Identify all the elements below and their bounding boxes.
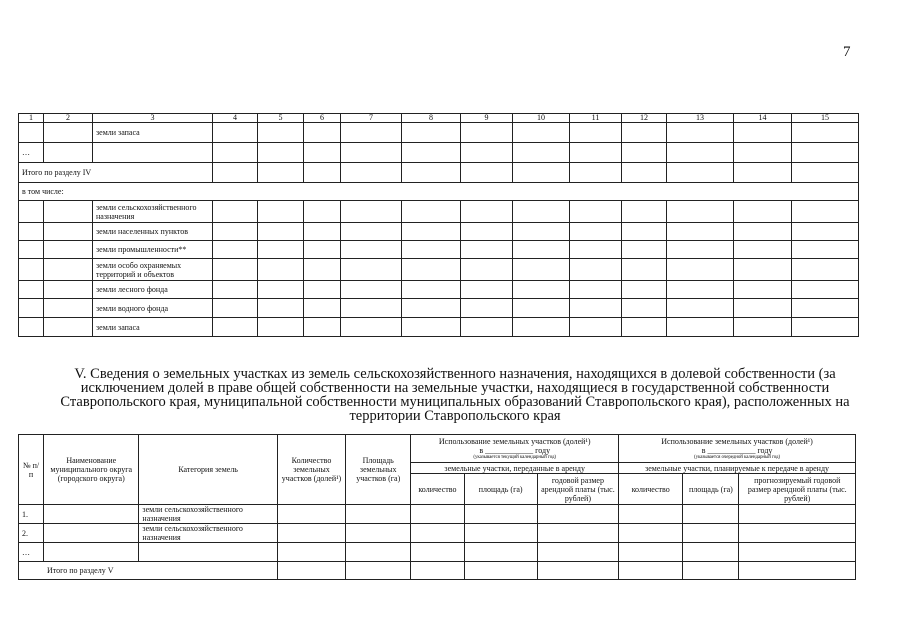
column-number: 7 [341, 114, 402, 123]
category-cell: земли запаса [93, 318, 213, 337]
col-header-forecast-rent: прогнозируемый годовой размер арендной платы (тыс. рублей) [739, 474, 856, 505]
usage-current-title: Использование земельных участков (долей¹) [438, 436, 591, 446]
col-header-area-ha2: площадь (га) [683, 474, 739, 505]
category-cell [139, 543, 277, 562]
col-header-category: Категория земель [139, 435, 277, 505]
including-label: в том числе: [19, 183, 859, 201]
total-row [19, 163, 859, 183]
category-cell: земли сельскохозяйственного назначения [139, 505, 277, 524]
category-cell: земли особо охраняемых территорий и объектов [93, 259, 213, 281]
column-number: 15 [792, 114, 859, 123]
column-number: 10 [513, 114, 570, 123]
column-number-row [19, 114, 859, 123]
table-row [19, 505, 856, 524]
column-number: 11 [570, 114, 622, 123]
col-header-area-ha: площадь (га) [464, 474, 537, 505]
table-row [19, 524, 856, 543]
category-cell: земли сельскохозяйственного назначения [93, 201, 213, 223]
column-number: 8 [402, 114, 461, 123]
col-header-num: № п/п [19, 435, 44, 505]
table-row [19, 318, 859, 337]
col-header-rented: земельные участки, переданные в аренду [411, 463, 619, 474]
row-number-cell: … [19, 543, 44, 562]
table-row [19, 299, 859, 318]
category-cell: земли запаса [93, 123, 213, 143]
column-number: 6 [304, 114, 341, 123]
row-number-cell: 1. [19, 505, 44, 524]
usage-next-year-line: в ____________ году [701, 445, 773, 455]
table-row [19, 123, 859, 143]
col-header-qty2: количество [619, 474, 683, 505]
total-row [19, 562, 856, 580]
page-number: 7 [843, 44, 851, 60]
column-number: 12 [622, 114, 667, 123]
col-header-area: Площадь земельных участков (га) [346, 435, 411, 505]
section5-table [18, 434, 856, 580]
col-header-usage-current [411, 435, 619, 463]
usage-current-year-line: в ____________ году [479, 445, 551, 455]
col-header-planned: земельные участки, планируемые к передаче в аренду [619, 463, 856, 474]
table-row [19, 241, 859, 259]
table-row [19, 143, 859, 163]
including-row [19, 183, 859, 201]
col-header-count: Количество земельных участков (долей¹) [277, 435, 345, 505]
col-header-usage-next [619, 435, 856, 463]
col-header-name: Наименование муниципального округа (городского округа) [44, 435, 139, 505]
header-row-1 [19, 435, 856, 463]
column-number: 3 [93, 114, 213, 123]
column-number: 1 [19, 114, 44, 123]
table-row [19, 543, 856, 562]
column-number: 5 [258, 114, 304, 123]
col-header-qty: количество [411, 474, 464, 505]
table-row [19, 223, 859, 241]
total-label: Итого по разделу IV [19, 163, 213, 183]
table-row [19, 259, 859, 281]
category-cell: земли лесного фонда [93, 281, 213, 299]
section4-table [18, 113, 859, 337]
category-cell: земли водного фонда [93, 299, 213, 318]
total-label: Итого по разделу V [19, 562, 278, 580]
table-row [19, 201, 859, 223]
usage-next-title: Использование земельных участков (долей¹) [661, 436, 813, 446]
column-number: 2 [44, 114, 93, 123]
table-row [19, 281, 859, 299]
col-header-annual-rent: годовой размер арендной платы (тыс. рублей) [537, 474, 618, 505]
column-number: 4 [213, 114, 258, 123]
column-number: 14 [734, 114, 792, 123]
usage-current-hint: (указывается текущий календарный год) [473, 454, 556, 460]
row-number-cell: … [19, 143, 44, 163]
column-number: 9 [461, 114, 513, 123]
column-number: 13 [667, 114, 734, 123]
category-cell: земли населенных пунктов [93, 223, 213, 241]
category-cell: земли промышленности** [93, 241, 213, 259]
usage-next-hint: (указывается очередной календарный год) [694, 454, 781, 460]
section5-title: V. Сведения о земельных участках из земель сельскохозяйственного назначения, находящихся в долевой собственности (за исключением долей в праве общей собственности на земельные участки, находящиеся в государственной собственности Ставропольского края, муниципальной собственности муниципальных образований Ставропольского края), расположенных на территории Ставропольского края [60, 366, 850, 424]
category-cell: земли сельскохозяйственного назначения [139, 524, 277, 543]
row-number-cell: 2. [19, 524, 44, 543]
